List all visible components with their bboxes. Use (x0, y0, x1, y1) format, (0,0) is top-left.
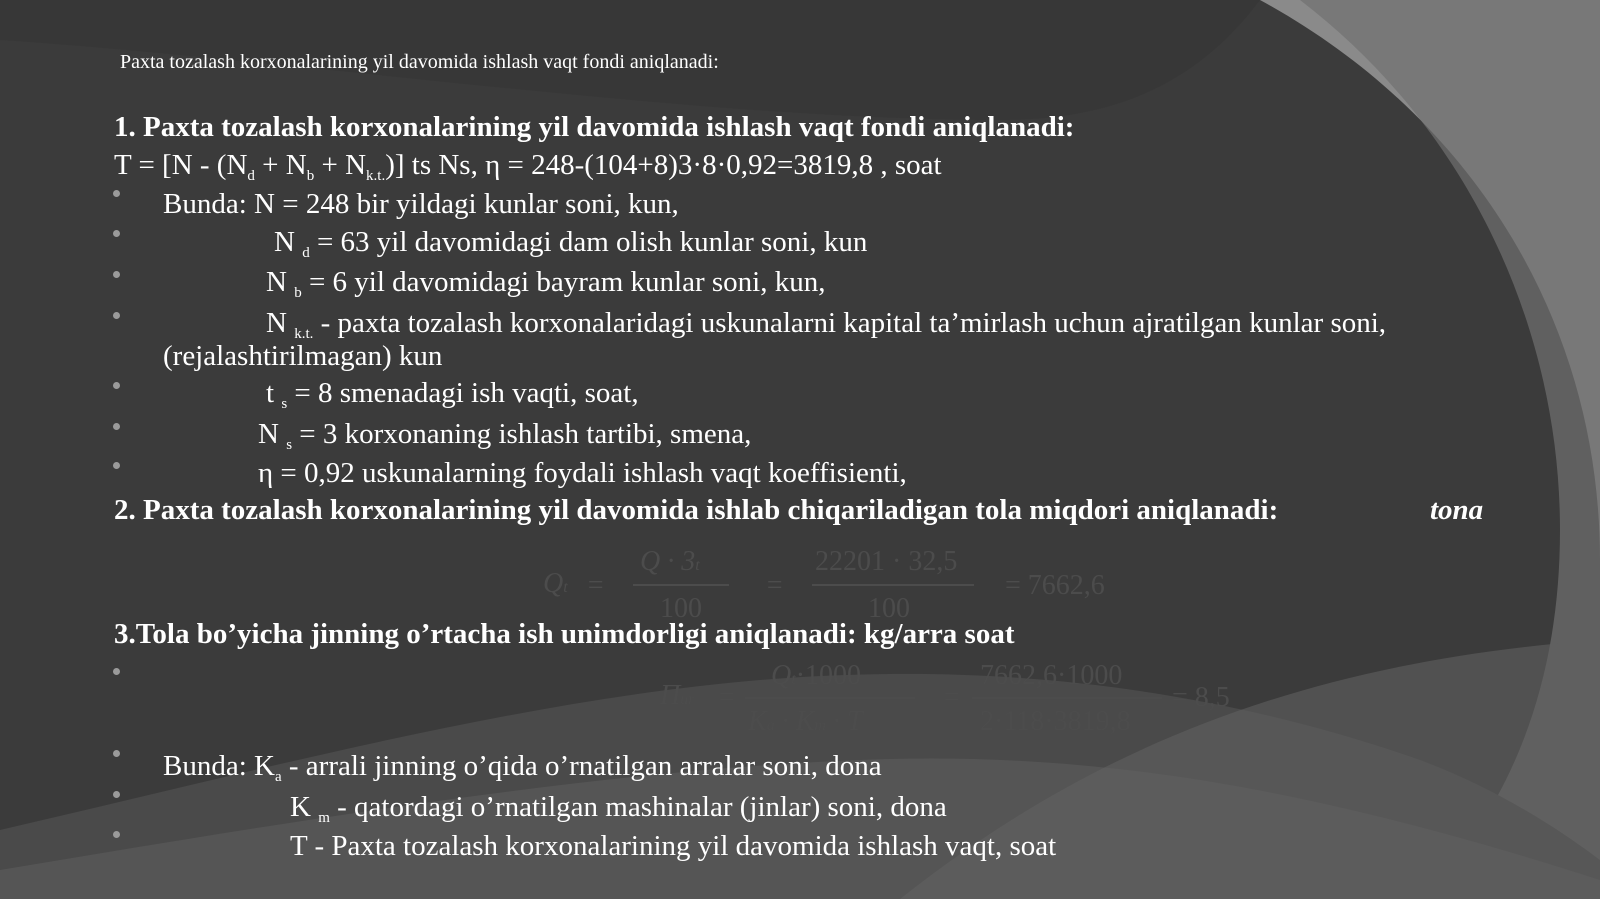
bullet (113, 831, 120, 838)
slide: Paxta tozalash korxonalarining yil davomida ishlash vaqt fondi aniqlanadi: 1. Paxta tozalash korxonalarining yil davomida ishlash vaqt fondi aniqlanadi: $T = [N - (N_d + N_b + N_{k.t.})]$ ts Ns, η = 248-(104+8)3·8·0,92=3819,8 , soat Bunda: N = 248 bir yildagi kunlar soni, kun, N $_d$ = 63 yil davomidagi dam olish kunlar soni, kun N $_b$ = 6 yil davomidagi bayram kunlar soni, kun, N $_{k.t.}$ - paxta tozalash korxonalaridagi uskunalarni kapital ta’mirlash uchun ajratilgan kunlar soni, (rejalashtirilmagan) kun t $_s$ = 8 smenadagi ish vaqti, soat, N $_s$ = 3 korxonaning ishlash tartibi, smena, η = 0,92 uskunalarning foydali ishlash vaqt koeffisienti, 2. Paxta tozalash korxonalarining yil davomida ishlab chiqariladigan tola miqdori aniqlanadi: tona Qt = Q · 3t 100 = 22201 · 32,5 100 = 7662,6 3.Tola bo’yicha jinning o’rtacha ish unimdorligi aniqlanadi: kg/arra soat Пur = Qt·1000 Ka · Km · T = 7662,6·1000 2·118·3819,8 = 8,5 Bunda: $K_a$ - arrali jinning o’qida o’rnatilgan arralar soni, dona K $_m$ - qatordagi o’rnatilgan mashinalar (jinlar) soni, dona T - Paxta tozalash korxonalarining yil davomida ishlash vaqt, soat (114, 51, 1484, 862)
bullet (113, 230, 120, 237)
section1-formula: $T = [N - (N_d + N_b + N_{k.t.})]$ ts Ns, η = 248-(104+8)3·8·0,92=3819,8 , soat (114, 149, 942, 184)
list-item: Bunda: N = 248 bir yildagi kunlar soni, kun, (163, 188, 679, 220)
bullet (113, 462, 120, 469)
list-item-continuation: (rejalashtirilmagan) kun (163, 340, 443, 372)
bullet (113, 190, 120, 197)
bullet (113, 668, 120, 675)
bullet (113, 382, 120, 389)
list-item: Bunda: $K_a$ - arrali jinning o’qida o’rnatilgan arralar soni, dona (163, 750, 882, 785)
list-item: N $_s$ = 3 korxonaning ishlash tartibi, smena, (258, 418, 752, 453)
list-item: T - Paxta tozalash korxonalarining yil davomida ishlash vaqt, soat (290, 830, 1057, 862)
section3-heading: 3.Tola bo’yicha jinning o’rtacha ish unimdorligi aniqlanadi: kg/arra soat (114, 618, 1015, 650)
bullet (113, 423, 120, 430)
section1-heading: 1. Paxta tozalash korxonalarining yil davomida ishlash vaqt fondi aniqlanadi: (114, 111, 1075, 143)
list-item: K $_m$ - qatordagi o’rnatilgan mashinalar (jinlar) soni, dona (290, 791, 947, 826)
list-item: η = 0,92 uskunalarning foydali ishlash vaqt koeffisienti, (258, 457, 907, 489)
list-item: N $_{k.t.}$ - paxta tozalash korxonalaridagi uskunalarni kapital ta’mirlash uchun ajratilgan kunlar soni, (266, 307, 1387, 342)
bullet (113, 271, 120, 278)
slide-intro: Paxta tozalash korxonalarining yil davomida ishlash vaqt fondi aniqlanadi: (120, 51, 719, 73)
bullet (113, 312, 120, 319)
bullet (113, 791, 120, 798)
section2-unit: tona (1430, 494, 1484, 526)
bullet (113, 750, 120, 757)
list-item: t $_s$ = 8 smenadagi ish vaqti, soat, (266, 377, 639, 412)
list-item: N $_d$ = 63 yil davomidagi dam olish kunlar soni, kun (274, 226, 868, 261)
section2-heading: 2. Paxta tozalash korxonalarining yil davomida ishlab chiqariladigan tola miqdori aniqlanadi: (114, 494, 1279, 526)
list-item: N $_b$ = 6 yil davomidagi bayram kunlar soni, kun, (266, 266, 826, 301)
